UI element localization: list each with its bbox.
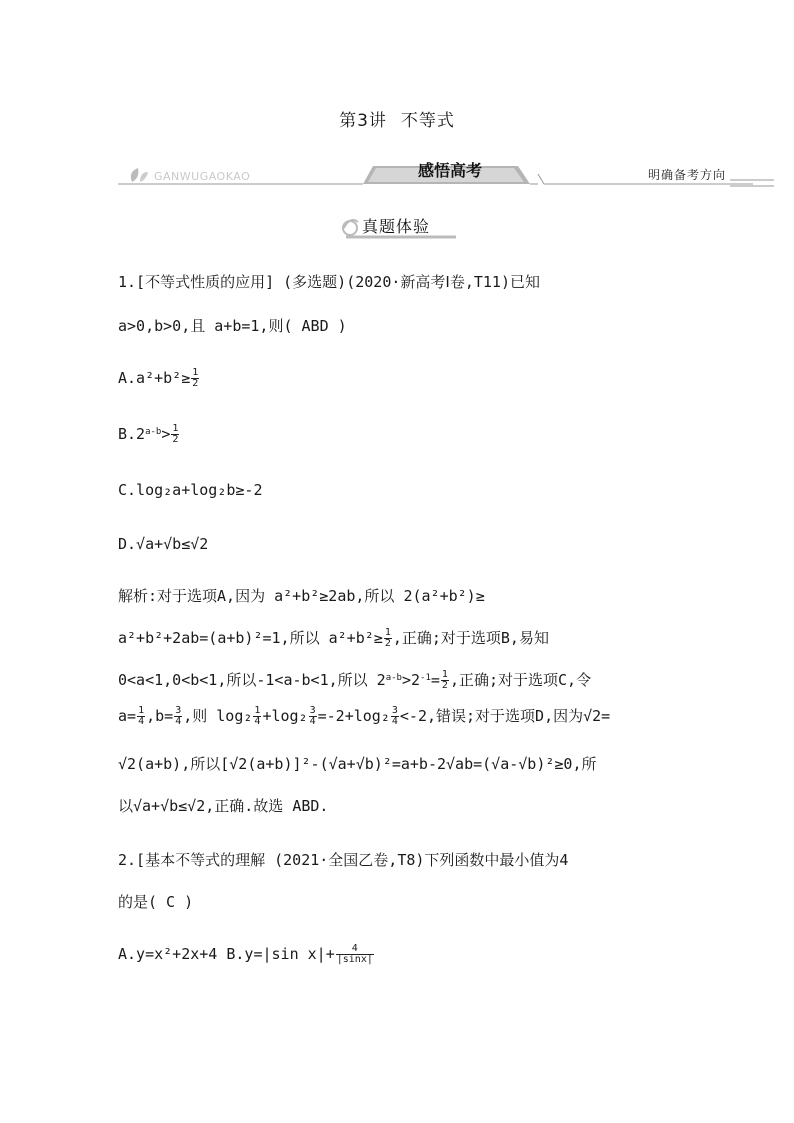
q2-stem: 2.[基本不等式的理解 (2021·全国乙卷,T8)下列函数中最小值为4 <box>118 851 569 869</box>
analysis-line-5: √2(a+b),所以[√2(a+b)]²-(√a+√b)²=a+b-2√ab=(√a-√b)²≥0,所 <box>118 755 597 773</box>
q2-option-ab: A.y=x²+2x+4 B.y=|sin x|+ $\frac{4}{|\sin x|}$ <box>118 943 373 965</box>
analysis-line-1: 解析:对于选项A,因为 a²+b²≥2ab,所以 2(a²+b²)≥ <box>118 587 485 605</box>
banner-latin: GANWUGAOKAO <box>154 170 251 183</box>
banner-heading: 感悟高考 <box>417 161 482 180</box>
q1-option-b: $B.2^{a-b}>$ $\frac{1}{2}$ <box>118 423 179 445</box>
analysis-line-2: a²+b²+2ab=(a+b)²=1,所以 a²+b²≥ $\frac{1}{2}$ ,正确;对于选项B,易知 <box>118 627 549 649</box>
page-title: 第3讲 不等式 <box>339 111 455 131</box>
analysis-line-3: 0<a<1,0<b<1,所以-1<a-b<1,所以 $2^{a-b}>2^{-1}=$ $\frac{1}{2}$ ,正确;对于选项C,令 <box>118 669 592 691</box>
analysis-line-6: 以√a+√b≤√2,正确.故选 ABD. <box>118 797 329 815</box>
banner-subtitle: 明确备考方向 <box>648 168 727 182</box>
section-tag: 真题体验 <box>340 212 460 240</box>
q1-option-d: D.√a+√b≤√2 <box>118 535 209 553</box>
q1-option-a: A.a²+b²≥ $\frac{1}{2}$ <box>118 367 199 389</box>
q1-stem-2: a>0,b>0,且 a+b=1,则( ABD ) <box>118 317 347 335</box>
q1-option-c: C.log₂a+log₂b≥-2 <box>118 481 263 499</box>
q1-stem: 1.[不等式性质的应用] (多选题)(2020·新高考Ⅰ卷,T11)已知 <box>118 273 540 291</box>
section-banner <box>118 160 774 190</box>
analysis-line-4: a= $\frac{1}{4}$ ,b= $\frac{3}{4}$ ,则 log₂ $\frac{1}{4}$ +log₂ $\frac{3}{4}$ =-2+log₂ $\frac{3}{4}$ <-2,错误;对于选项D,因为√2= <box>118 705 611 727</box>
q2-stem-2: 的是( C ) <box>118 893 194 911</box>
